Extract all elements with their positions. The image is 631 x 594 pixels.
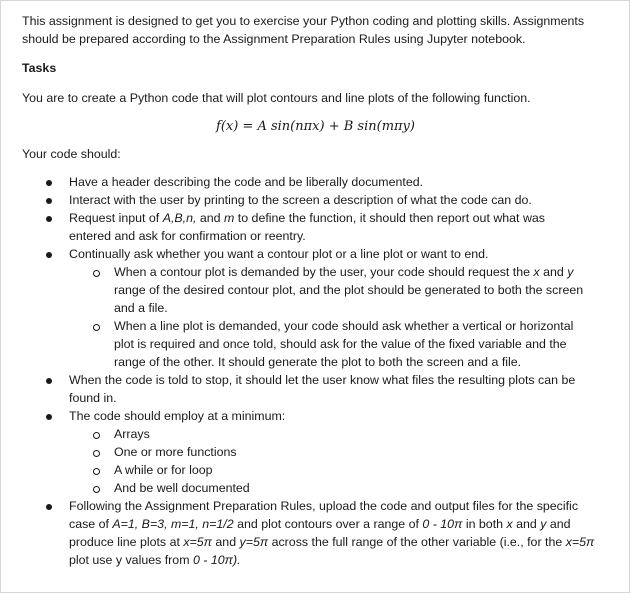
bullet-icon [46, 504, 52, 510]
sub-bullet-icon [93, 486, 100, 493]
bullet-icon [46, 414, 52, 420]
minimum-item-arrays: Arrays [114, 427, 150, 441]
sub-bullet-icon [93, 450, 100, 457]
sub-bullet-icon [93, 432, 100, 439]
bullet-5-line-1: When the code is told to stop, it should let the user know what files the resulting plots can be [69, 373, 576, 387]
bullet-7-line-4: plot use y values from 0 - 10π). [69, 553, 241, 567]
bullet-3-line-1: Request input of A,B,n, and m to define the function, it should then report out what was [69, 211, 545, 225]
function-equation: f(x) = A sin(nπx) + B sin(mπy) [216, 119, 415, 134]
sub-bullet-icon [93, 324, 100, 331]
bullet-1-text: Have a header describing the code and be liberally documented. [69, 175, 424, 189]
task-text: You are to create a Python code that will plot contours and line plots of the following function. [22, 91, 531, 105]
bullet-icon [46, 378, 52, 384]
bullet-icon [46, 216, 52, 222]
bullet-6-text: The code should employ at a minimum: [69, 409, 286, 423]
bullet-4-text: Continually ask whether you want a contour plot or a line plot or want to end. [69, 247, 489, 261]
sub-bullet-1-line-1: When a contour plot is demanded by the user, your code should request the x and y [114, 265, 574, 279]
intro-line-1: This assignment is designed to get you to exercise your Python coding and plotting skills. Assignments [22, 14, 585, 28]
tasks-heading: Tasks [22, 61, 57, 75]
minimum-item-functions: One or more functions [114, 445, 237, 459]
sub-bullet-1-line-3: and a file. [114, 301, 168, 315]
bullet-7-line-3: produce line plots at x=5π and y=5π across the full range of the other variable (i.e., for the x=5π [69, 535, 595, 549]
sub-bullet-icon [93, 270, 100, 277]
bullet-7-line-1: Following the Assignment Preparation Rules, upload the code and output files for the specific [69, 499, 579, 513]
minimum-item-loop: A while or for loop [114, 463, 213, 477]
sub-bullet-2-line-2: plot is required and once told, should ask for the value of the fixed variable and the [114, 337, 567, 351]
sub-bullet-2-line-1: When a line plot is demanded, your code should ask whether a vertical or horizontal [114, 319, 574, 333]
bullet-3-line-2: entered and ask for confirmation or reentry. [69, 229, 306, 243]
bullet-icon [46, 198, 52, 204]
bullet-7-line-2: case of A=1, B=3, m=1, n=1/2 and plot contours over a range of 0 - 10π in both x and y and [69, 517, 571, 531]
bullet-icon [46, 180, 52, 186]
sub-bullet-icon [93, 468, 100, 475]
bullet-2-text: Interact with the user by printing to the screen a description of what the code can do. [69, 193, 532, 207]
intro-line-2: should be prepared according to the Assignment Preparation Rules using Jupyter notebook. [22, 32, 526, 46]
code-should-label: Your code should: [22, 147, 121, 161]
minimum-item-documented: And be well documented [114, 481, 250, 495]
sub-bullet-1-line-2: range of the desired contour plot, and the plot should be generated to both the screen [114, 283, 584, 297]
bullet-5-line-2: found in. [69, 391, 117, 405]
sub-bullet-2-line-3: range of the other. It should generate the plot to both the screen and a file. [114, 355, 522, 369]
bullet-icon [46, 252, 52, 258]
